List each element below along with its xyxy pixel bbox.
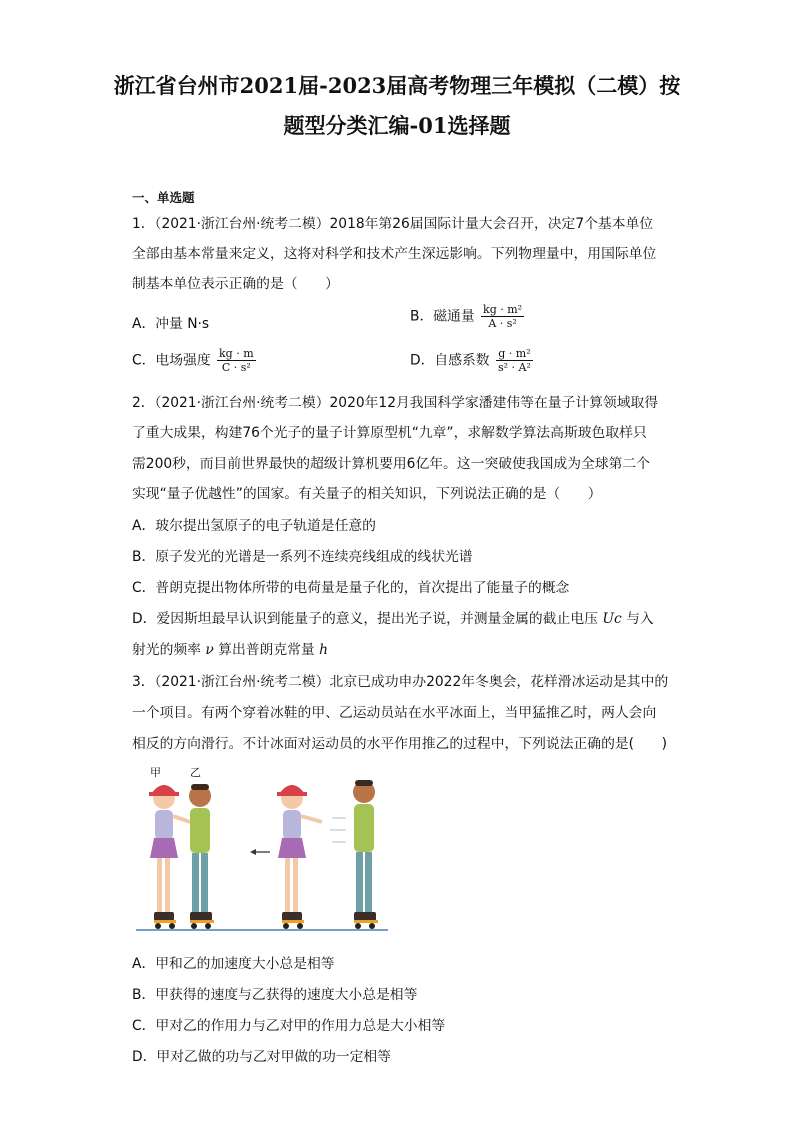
- q1-option-a: A．冲量 N·s: [132, 316, 210, 332]
- q1-stem-line-1: 1．（2021·浙江台州·统考二模）2018年第26届国际计量大会召开，决定7个基本单位: [132, 216, 654, 232]
- q2-option-d-text-1: D．爱因斯坦最早认识到能量子的意义，提出光子说，并测量金属的截止电压: [132, 611, 598, 627]
- document-title-line-2: 题型分类汇编-01选择题: [283, 113, 511, 138]
- q1-option-c-label: C．电场强度: [132, 352, 211, 369]
- q3-option-b: B．甲获得的速度与乙获得的速度大小总是相等: [132, 987, 418, 1003]
- q3-stem-line-3: 相反的方向滑行。不计冰面对运动员的水平作用推乙的过程中，下列说法正确的是( ): [132, 736, 668, 752]
- q2-option-b: B．原子发光的光谱是一系列不连续亮线组成的线状光谱: [132, 549, 473, 565]
- q2-option-d-text-2: 与入: [626, 611, 654, 627]
- q1-option-d-numerator: g · m²: [496, 347, 533, 361]
- q1-option-b: [410, 303, 524, 330]
- q3-option-a: A．甲和乙的加速度大小总是相等: [132, 956, 335, 972]
- q2-stem-line-3: 需200秒，而目前世界最快的超级计算机要用6亿年。这一突破使我国成为全球第二个: [132, 456, 651, 472]
- q1-stem-line-2: 全部由基本常量来定义，这将对科学和技术产生深远影响。下列物理量中，用国际单位: [132, 246, 657, 262]
- q2-option-d-uc-symbol: Uc: [602, 611, 622, 627]
- q1-option-d-label: D．自感系数: [410, 352, 490, 369]
- motion-arrow-left: [250, 849, 270, 855]
- q2-option-d-text-4: 算出普朗克常量: [218, 642, 315, 658]
- q2-stem-line-4: 实现“量子优越性”的国家。有关量子的相关知识，下列说法正确的是（ ）: [132, 486, 602, 502]
- q2-option-d-h-symbol: h: [319, 642, 329, 658]
- q3-figure-skaters: [132, 758, 394, 936]
- q2-option-d-line-2: [132, 638, 328, 658]
- q2-option-c: C．普朗克提出物体所带的电荷量是量子化的，首次提出了能量子的概念: [132, 580, 570, 596]
- yi-right-figure: [330, 780, 378, 929]
- q3-option-d: D．甲对乙做的功与乙对甲做的功一定相等: [132, 1049, 391, 1065]
- q2-stem-line-2: 了重大成果，构建76个光子的量子计算原型机“九章”，求解数学算法高斯玻色取样只: [132, 425, 647, 441]
- q2-stem-line-1: 2．（2021·浙江台州·统考二模）2020年12月我国科学家潘建伟等在量子计算领域取得: [132, 395, 659, 411]
- q1-option-b-label: B．磁通量: [410, 308, 475, 325]
- q1-stem-line-3: 制基本单位表示正确的是（ ）: [132, 276, 339, 292]
- figure-label-yi: 乙: [190, 766, 201, 779]
- q2-option-d-line-1: [132, 607, 654, 627]
- yi-left-figure: [189, 784, 214, 929]
- skaters-illustration: [132, 758, 394, 936]
- q1-option-d-fraction: [496, 347, 533, 374]
- q3-option-c: C．甲对乙的作用力与乙对甲的作用力总是大小相等: [132, 1018, 446, 1034]
- q1-option-c-numerator: kg · m: [219, 347, 254, 360]
- q2-option-d-text-3: 射光的频率: [132, 642, 201, 658]
- q1-option-c: [132, 347, 256, 374]
- q1-option-b-denominator: A · s²: [488, 317, 517, 330]
- q1-option-c-fraction: [217, 347, 256, 374]
- q2-option-d-nu-symbol: ν: [205, 642, 214, 658]
- q1-option-b-fraction: [481, 303, 524, 330]
- jia-left-figure: [149, 785, 190, 929]
- document-title-line-1: 浙江省台州市2021届-2023届高考物理三年模拟（二模）按: [113, 73, 681, 98]
- q3-stem-line-1: 3．（2021·浙江台州·统考二模）北京已成功申办2022年冬奥会，花样滑冰运动是其中的: [132, 674, 669, 690]
- q2-option-a: A．玻尔提出氢原子的电子轨道是任意的: [132, 518, 376, 534]
- q1-option-b-numerator: kg · m²: [483, 303, 523, 316]
- jia-right-figure: [277, 785, 322, 929]
- figure-label-jia: 甲: [150, 766, 161, 779]
- q1-option-d: [410, 347, 533, 374]
- section-heading: 一、单选题: [132, 190, 195, 205]
- q1-option-d-denominator: s² · A²: [498, 361, 531, 374]
- q1-option-c-denominator: C · s²: [221, 361, 251, 374]
- q3-stem-line-2: 一个项目。有两个穿着冰鞋的甲、乙运动员站在水平冰面上，当甲猛推乙时，两人会向: [132, 705, 657, 721]
